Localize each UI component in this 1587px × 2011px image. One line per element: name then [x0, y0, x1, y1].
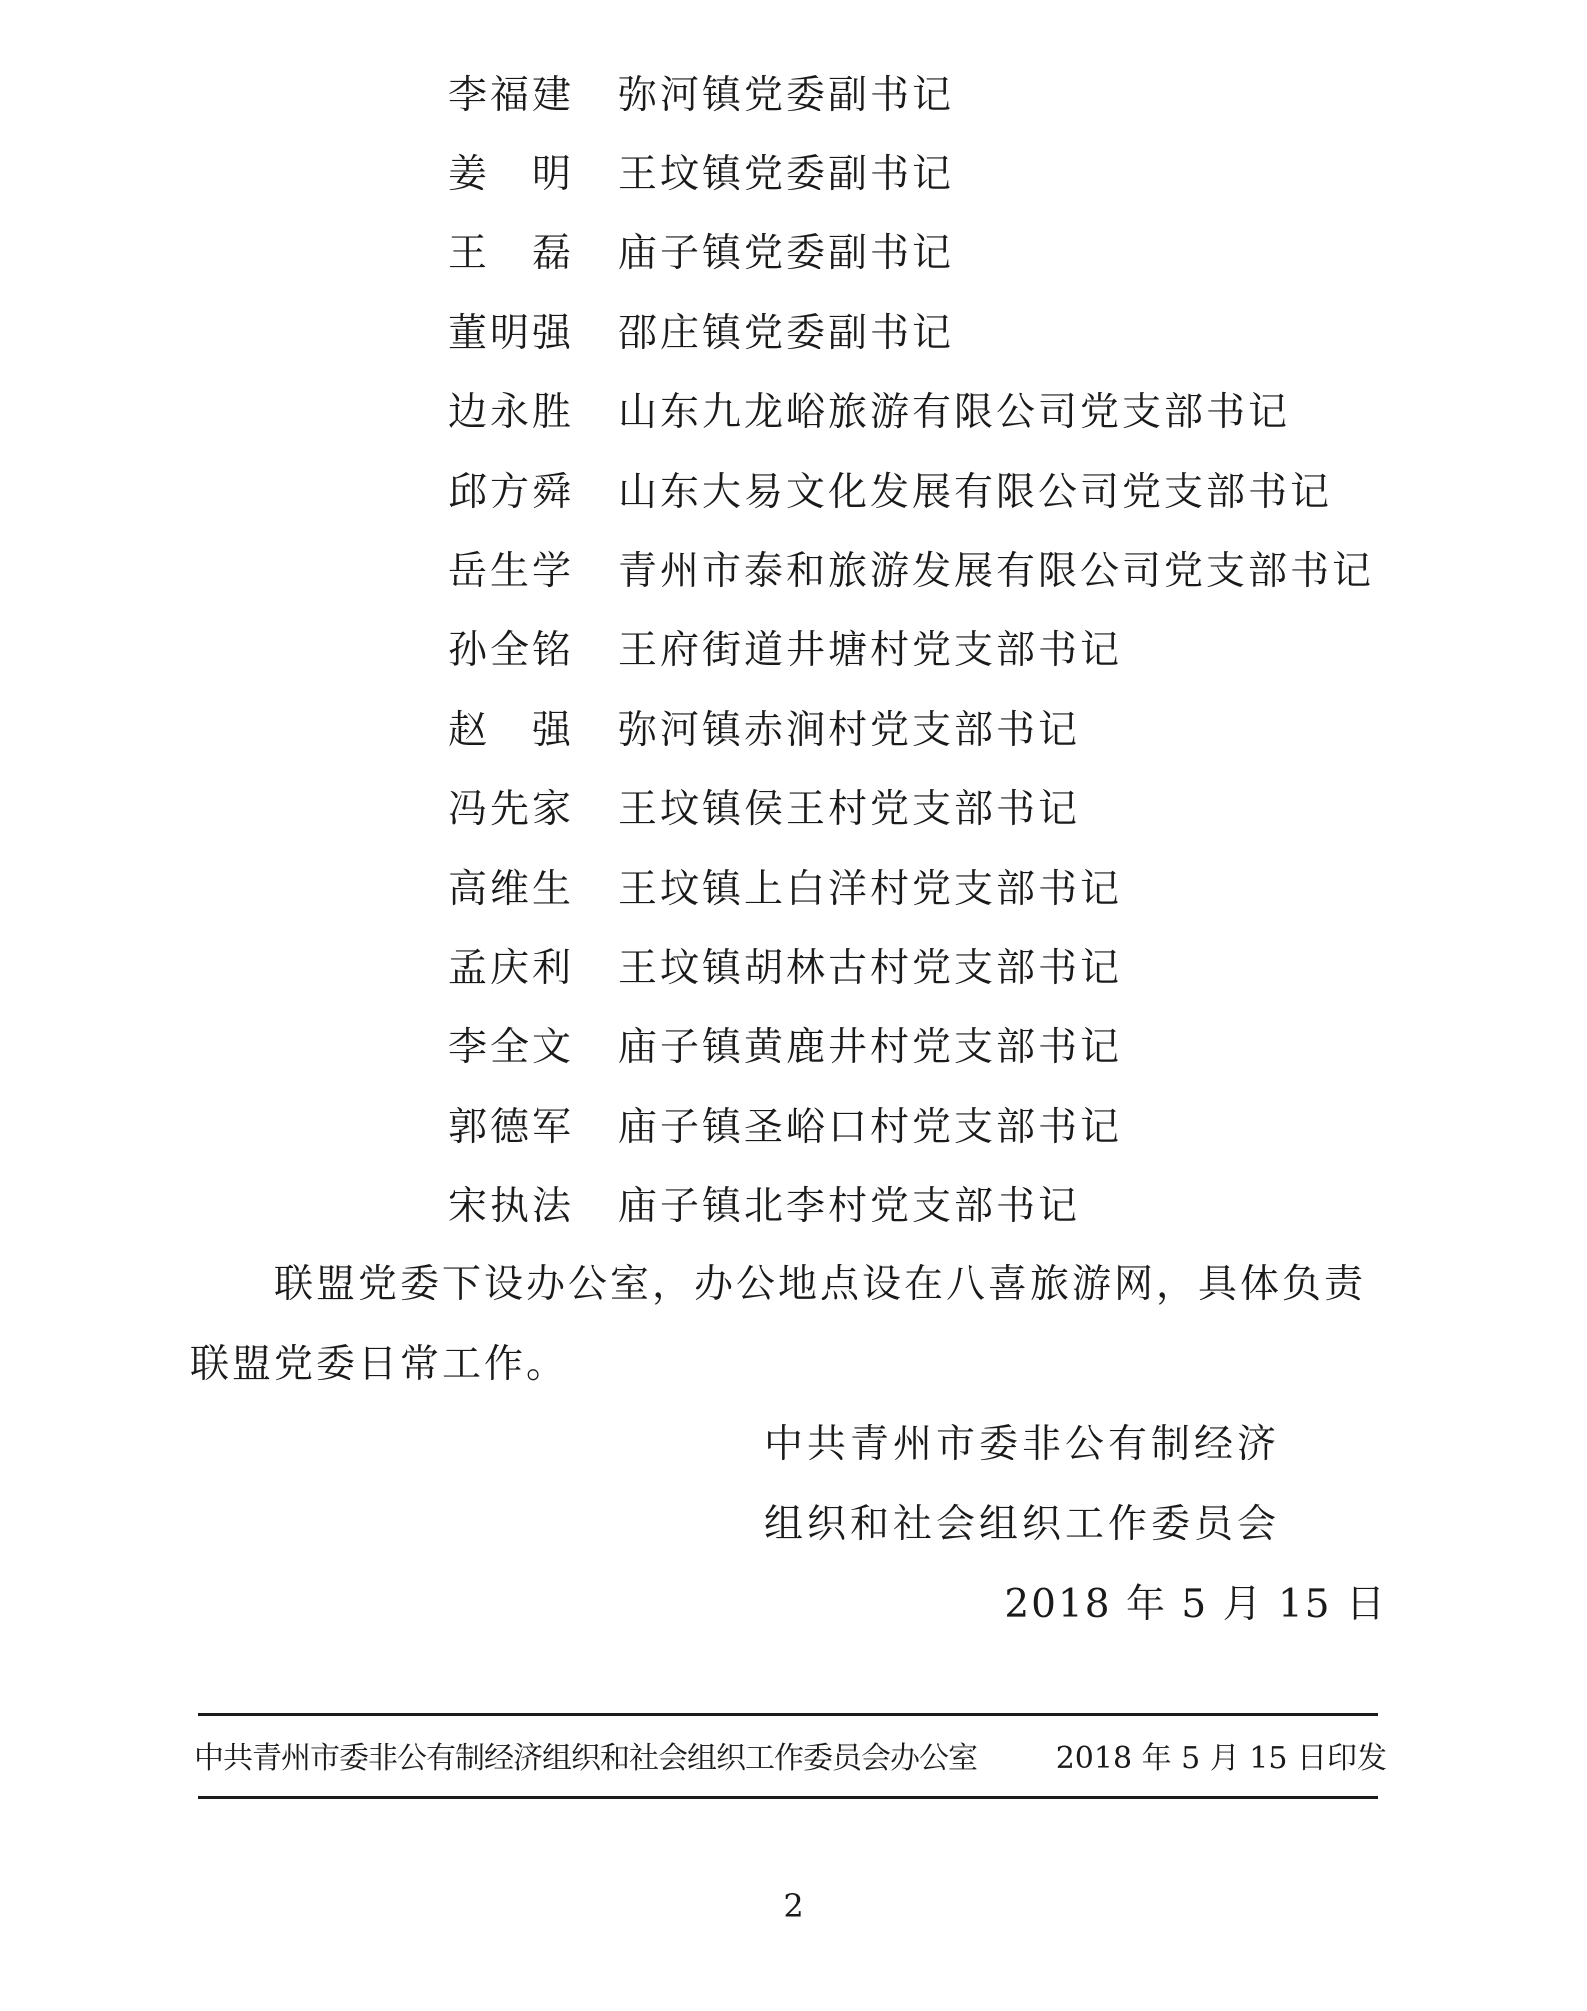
- office-paragraph-line-1: 联盟党委下设办公室，办公地点设在八喜旅游网，具体负责: [274, 1262, 1367, 1307]
- page-number: 2: [783, 1887, 804, 1925]
- member-row: [448, 687, 1374, 766]
- member-name: 孟庆利: [448, 945, 575, 991]
- member-name: 高维生: [448, 866, 575, 912]
- member-title: 弥河镇赤涧村党支部书记: [618, 707, 1081, 753]
- signature-org-line-1: 中共青州市委非公有制经济: [764, 1422, 1281, 1467]
- member-name: 冯先家: [448, 787, 575, 833]
- footer-issuer: 中共青州市委非公有制经济组织和社会组织工作委员会办公室: [194, 1741, 977, 1776]
- member-title: 庙子镇党委副书记: [618, 231, 955, 277]
- member-name: 郭德军: [448, 1104, 575, 1150]
- member-row: [448, 528, 1374, 607]
- member-name: 孙全铭: [448, 628, 575, 674]
- member-name: 岳生学: [448, 549, 575, 595]
- member-row: [448, 290, 1374, 369]
- member-row: [448, 52, 1374, 131]
- member-row: [448, 211, 1374, 290]
- footer-rule-bottom: [198, 1796, 1378, 1799]
- member-title: 青州市泰和旅游发展有限公司党支部书记: [618, 549, 1375, 595]
- member-title: 山东九龙峪旅游有限公司党支部书记: [618, 390, 1291, 436]
- member-title: 王坟镇党委副书记: [618, 152, 955, 198]
- member-name: 李福建: [448, 72, 575, 118]
- member-name: 李全文: [448, 1025, 575, 1071]
- footer-print-date: 2018 年 5 月 15 日印发: [1055, 1741, 1387, 1776]
- footer-rule-top: [198, 1713, 1378, 1716]
- member-row: [448, 925, 1374, 1004]
- member-title: 庙子镇黄鹿井村党支部书记: [618, 1025, 1123, 1071]
- signature-date: 2018 年 5 月 15 日: [1004, 1582, 1387, 1627]
- member-row: [448, 449, 1374, 528]
- member-title: 王府街道井塘村党支部书记: [618, 628, 1123, 674]
- member-row: [448, 767, 1374, 846]
- member-row: [448, 370, 1374, 449]
- member-name: 姜 明: [448, 152, 575, 198]
- member-list: [448, 52, 1374, 1243]
- member-row: [448, 1084, 1374, 1163]
- member-title: 庙子镇圣峪口村党支部书记: [618, 1104, 1123, 1150]
- member-title: 弥河镇党委副书记: [618, 72, 955, 118]
- member-title: 王坟镇侯王村党支部书记: [618, 787, 1081, 833]
- member-name: 赵 强: [448, 707, 575, 753]
- member-title: 邵庄镇党委副书记: [618, 310, 955, 356]
- member-name: 邱方舜: [448, 469, 575, 515]
- member-row: [448, 608, 1374, 687]
- member-row: [448, 846, 1374, 925]
- member-title: 王坟镇上白洋村党支部书记: [618, 866, 1123, 912]
- member-name: 董明强: [448, 310, 575, 356]
- member-name: 宋执法: [448, 1184, 575, 1230]
- member-name: 王 磊: [448, 231, 575, 277]
- member-row: [448, 1163, 1374, 1242]
- office-paragraph-line-2: 联盟党委日常工作。: [190, 1342, 569, 1387]
- member-row: [448, 131, 1374, 210]
- member-title: 庙子镇北李村党支部书记: [618, 1184, 1081, 1230]
- member-title: 山东大易文化发展有限公司党支部书记: [618, 469, 1333, 515]
- member-title: 王坟镇胡林古村党支部书记: [618, 945, 1123, 991]
- signature-org-line-2: 组织和社会组织工作委员会: [764, 1502, 1281, 1547]
- member-name: 边永胜: [448, 390, 575, 436]
- member-row: [448, 1005, 1374, 1084]
